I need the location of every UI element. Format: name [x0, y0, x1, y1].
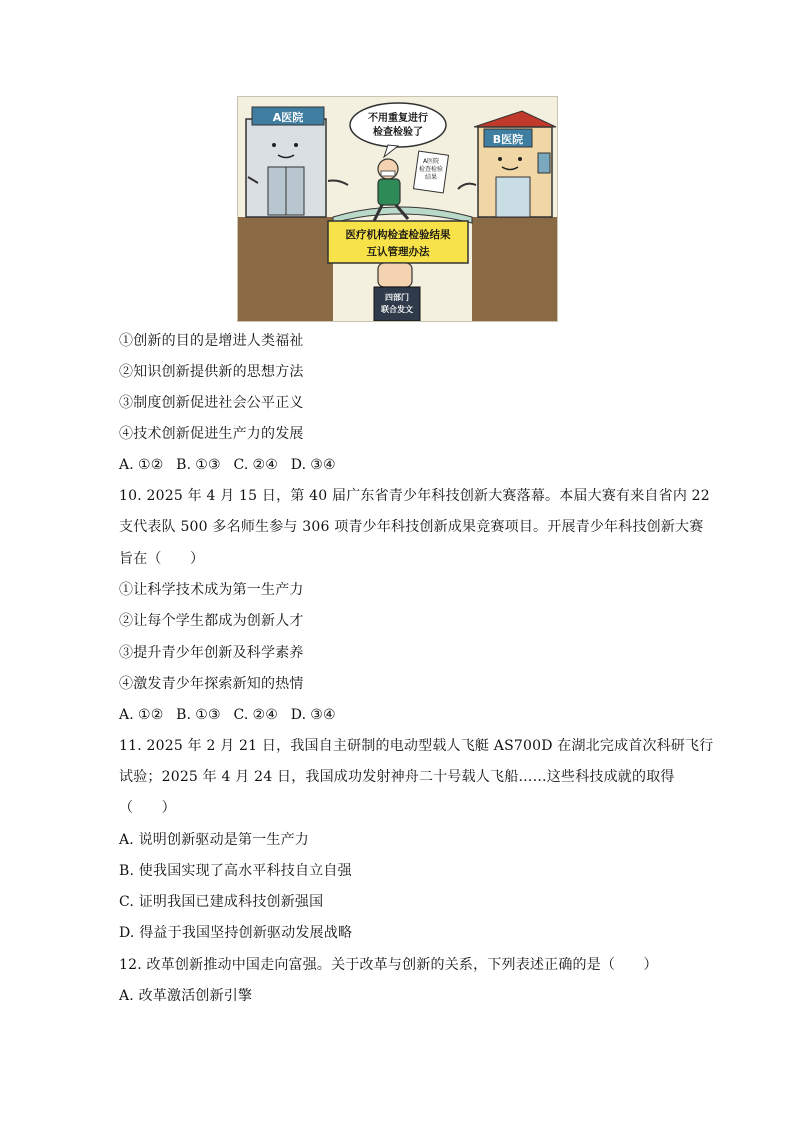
q10-choice-d: ③④	[310, 707, 336, 723]
q9-choice-d-letter: D.	[290, 457, 307, 473]
q9-item-3: ③制度创新促进社会公平正义	[119, 395, 304, 411]
q11-option-a: A. 说明创新驱动是第一生产力	[119, 832, 310, 848]
q9-choice-b: ①③	[195, 457, 221, 473]
q9-choice-b-letter: B.	[176, 457, 192, 473]
q10-choice-c: ②④	[252, 707, 279, 723]
q11-option-c: C. 证明我国已建成科技创新强国	[119, 894, 324, 910]
q9-choice-c-letter: C.	[233, 457, 249, 473]
q10-choice-c-letter: C.	[233, 707, 249, 723]
q12-option-a: A. 改革激活创新引擎	[119, 988, 253, 1004]
ground-left	[238, 217, 333, 321]
svg-text:互认管理办法: 互认管理办法	[366, 246, 430, 258]
cartoon-illustration	[237, 96, 558, 322]
q9-choice-a-letter: A.	[119, 457, 134, 473]
q10-choice-b-letter: B.	[176, 707, 192, 723]
svg-text:检查检验了: 检查检验了	[373, 127, 423, 138]
q10-stem-line-2: 支代表队 500 多名师生参与 306 项青少年科技创新成果竞赛项目。开展青少年科技创新大赛	[119, 519, 704, 535]
q9-item-4: ④技术创新促进生产力的发展	[119, 426, 304, 442]
q10-item-1: ①让科学技术成为第一生产力	[119, 582, 304, 598]
q9-item-2: ②知识创新提供新的思想方法	[119, 364, 304, 380]
podium	[374, 287, 420, 321]
q10-item-2: ②让每个学生都成为创新人才	[119, 613, 304, 629]
hospital-a-building	[246, 107, 348, 217]
q10-stem-line-3: 旨在（ ）	[119, 551, 205, 567]
hospital-b-building	[458, 111, 556, 217]
svg-text:A医院: A医院	[422, 158, 440, 165]
q9-choices	[119, 455, 344, 475]
regulation-banner	[328, 221, 468, 287]
hospital-a-sign: A医院	[272, 111, 304, 124]
svg-text:四部门: 四部门	[385, 293, 409, 302]
q10-choice-d-letter: D.	[290, 707, 307, 723]
q11-option-b: B. 使我国实现了高水平科技自立自强	[119, 863, 352, 879]
svg-text:结果: 结果	[424, 174, 438, 181]
q10-choice-a: ①②	[137, 707, 164, 723]
svg-text:检查检验: 检查检验	[418, 166, 444, 173]
q11-stem-line-3: （ ）	[119, 800, 176, 816]
q10-stem-line-1: 10. 2025 年 4 月 15 日，第 40 届广东省青少年科技创新大赛落幕。本届大赛有来自省内 22	[119, 488, 710, 504]
hospital-b-sign: B医院	[492, 133, 524, 146]
q11-stem-line-2: 试验；2025 年 4 月 24 日，我国成功发射神舟二十号载人飞船……这些科技成就的取得	[119, 769, 675, 785]
q9-item-1: ①创新的目的是增进人类福祉	[119, 333, 304, 349]
svg-text:医疗机构检查检验结果: 医疗机构检查检验结果	[345, 229, 451, 241]
speech-bubble	[350, 103, 446, 157]
result-paper	[414, 151, 449, 193]
q9-choice-a: ①②	[137, 457, 164, 473]
q12-stem: 12. 改革创新推动中国走向富强。关于改革与创新的关系，下列表述正确的是（ ）	[119, 957, 658, 973]
ground-right	[472, 217, 557, 321]
q9-choice-d: ③④	[310, 457, 336, 473]
svg-text:不用重复进行: 不用重复进行	[368, 113, 428, 124]
q11-option-d: D. 得益于我国坚持创新驱动发展战略	[119, 925, 353, 941]
q10-choice-b: ①③	[195, 707, 221, 723]
q11-stem-line-1: 11. 2025 年 2 月 21 日，我国自主研制的电动型载人飞艇 AS700D 在湖北完成首次科研飞行	[119, 738, 714, 754]
q10-choices	[119, 705, 344, 725]
q10-choice-a-letter: A.	[119, 707, 134, 723]
q10-item-3: ③提升青少年创新及科学素养	[119, 645, 304, 661]
svg-text:联合发文: 联合发文	[381, 305, 413, 314]
q9-choice-c: ②④	[252, 457, 279, 473]
q10-item-4: ④激发青少年探索新知的热情	[119, 676, 304, 692]
